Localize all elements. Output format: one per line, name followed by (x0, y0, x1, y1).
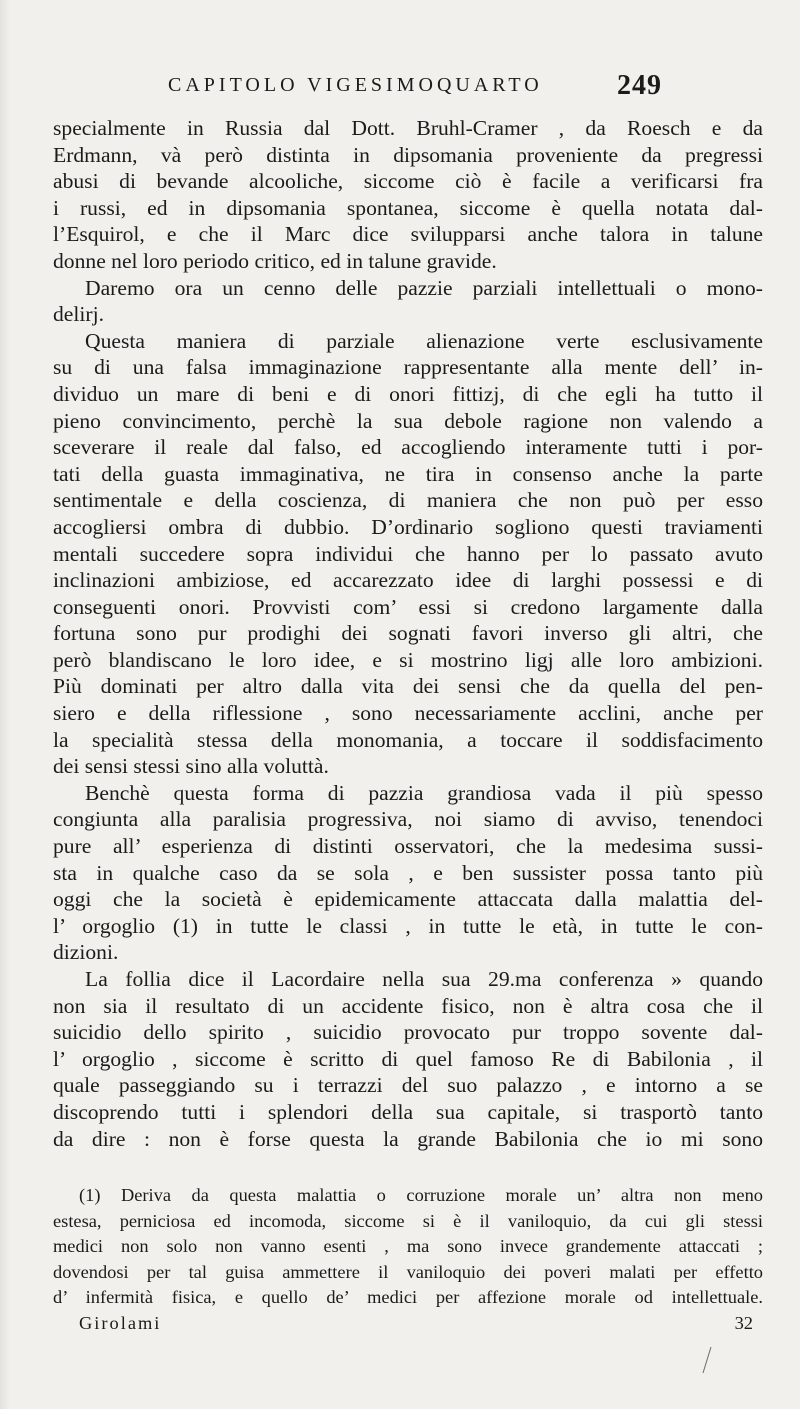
text-line: da dire : non è forse questa la grande Babilonia che io mi sono (53, 1126, 763, 1151)
text-line: Benchè questa forma di pazzia grandiosa vada il più spesso (85, 780, 763, 805)
text-line: donne nel loro periodo critico, ed in talune gravide. (53, 248, 497, 273)
text-line: oggi che la società è epidemicamente attaccata dalla malattia del- (53, 887, 763, 912)
text-line: su di una falsa immaginazione rappresentante alla mente dell’ in- (53, 355, 763, 380)
text-line: Questa maniera di parziale alienazione verte esclusivamente (85, 328, 763, 353)
text-line: delirj. (53, 302, 104, 327)
text-line: non sia il resultato di un accidente fisico, non è altra cosa che il (53, 993, 763, 1018)
text-line: conseguenti onori. Provvisti com’ essi si credono largamente dalla (53, 594, 763, 619)
text-line: pieno convincimento, perchè la sua debole ragione non valendo a (53, 408, 763, 433)
text-line: congiunta alla paralisia progressiva, noi siamo di avviso, tenendoci (53, 807, 763, 832)
footnote-signature-row (53, 1311, 763, 1337)
text-line: la specialità stessa della monomania, a toccare il soddisfacimento (53, 727, 763, 752)
text-line: l’Esquirol, e che il Marc dice svilupparsi anche talora in talune (53, 222, 763, 247)
text-line: Più dominati per altro dalla vita dei sensi che da quella del pen- (53, 674, 763, 699)
text-line: tati della guasta immaginativa, ne tira in consenso anche la parte (53, 461, 763, 486)
text-line: l’ orgoglio (1) in tutte le classi , in tutte le età, in tutte le con- (53, 913, 763, 938)
footnote-line: medici non solo non vanno esenti , ma sono invece grandemente attaccati ; (53, 1236, 763, 1257)
text-line: sentimentale e della coscienza, di maniera che non può per esso (53, 488, 763, 513)
pencil-mark (702, 1346, 712, 1374)
footnote-author: Girolami (79, 1312, 162, 1333)
page-edge-shadow (0, 0, 10, 1409)
text-line: quale passeggiando su i terrazzi del suo palazzo , e intorno a se (53, 1073, 763, 1098)
text-line: Erdmann, và però distinta in dipsomania proveniente da pregressi (53, 142, 763, 167)
footnote-line: estesa, perniciosa ed incomoda, siccome si è il vaniloquio, da cui gli stessi (53, 1210, 763, 1231)
text-line: Daremo ora un cenno delle pazzie parziali intellettuali o mono- (85, 275, 763, 300)
footnote-line: d’ infermità fisica, e quello de’ medici per affezione morale od intellettuale. (53, 1287, 763, 1308)
main-text (53, 115, 763, 1152)
running-head: CAPITOLO VIGESIMOQUARTO (168, 74, 543, 96)
text-line: mentali succedere sopra individui che hanno per lo passato avuto (53, 541, 763, 566)
page-number: 249 (617, 70, 662, 101)
page-header (0, 70, 800, 104)
text-line: abusi di bevande alcooliche, siccome ciò è facile a verificarsi fra (53, 169, 763, 194)
text-line: inclinazioni ambiziose, ed accarezzato idee di larghi possessi e di (53, 568, 763, 593)
text-line: dei sensi stessi sino alla voluttà. (53, 754, 329, 779)
footnote-line: (1) Deriva da questa malattia o corruzione morale un’ altra non meno (79, 1185, 763, 1205)
text-line: sta in qualche caso da se sola , e ben sussister possa tanto più (53, 860, 763, 885)
text-line: dizioni. (53, 940, 119, 965)
text-line: sceverare il reale dal falso, ed accogliendo interamente tutti i por- (53, 435, 763, 460)
footnote-line: dovendosi per tal guisa ammettere il vaniloquio dei poveri malati per effetto (53, 1261, 763, 1282)
text-line: suicidio dello spirito , suicidio provocato pur troppo sovente dal- (53, 1020, 763, 1045)
text-line: discoprendo tutti i splendori della sua capitale, si trasportò tanto (53, 1099, 763, 1124)
text-line: pure all’ esperienza di distinti osservatori, che la medesima sussi- (53, 834, 763, 859)
signature-mark: 32 (734, 1312, 753, 1333)
text-line: accogliersi ombra di dubbio. D’ordinario sogliono questi traviamenti (53, 514, 763, 539)
text-line: però blandiscano le loro idee, e si mostrino ligj alle loro ambizioni. (53, 647, 763, 672)
text-line: l’ orgoglio , siccome è scritto di quel famoso Re di Babilonia , il (53, 1046, 763, 1071)
text-line: i russi, ed in dipsomania spontanea, siccome è quella notata dal- (53, 195, 763, 220)
text-line: fortuna sono pur prodighi dei sognati favori inverso gli altri, che (53, 621, 763, 646)
text-line: specialmente in Russia dal Dott. Bruhl-Cramer , da Roesch e da (53, 116, 763, 140)
text-line: siero e della riflessione , sono necessariamente acclini, anche per (53, 701, 763, 726)
footnote (53, 1183, 763, 1337)
text-line: La follia dice il Lacordaire nella sua 29.ma conferenza » quando (85, 967, 763, 991)
text-line: dividuo un mare di beni e di onori fittizj, di che egli ha tutto il (53, 381, 763, 406)
